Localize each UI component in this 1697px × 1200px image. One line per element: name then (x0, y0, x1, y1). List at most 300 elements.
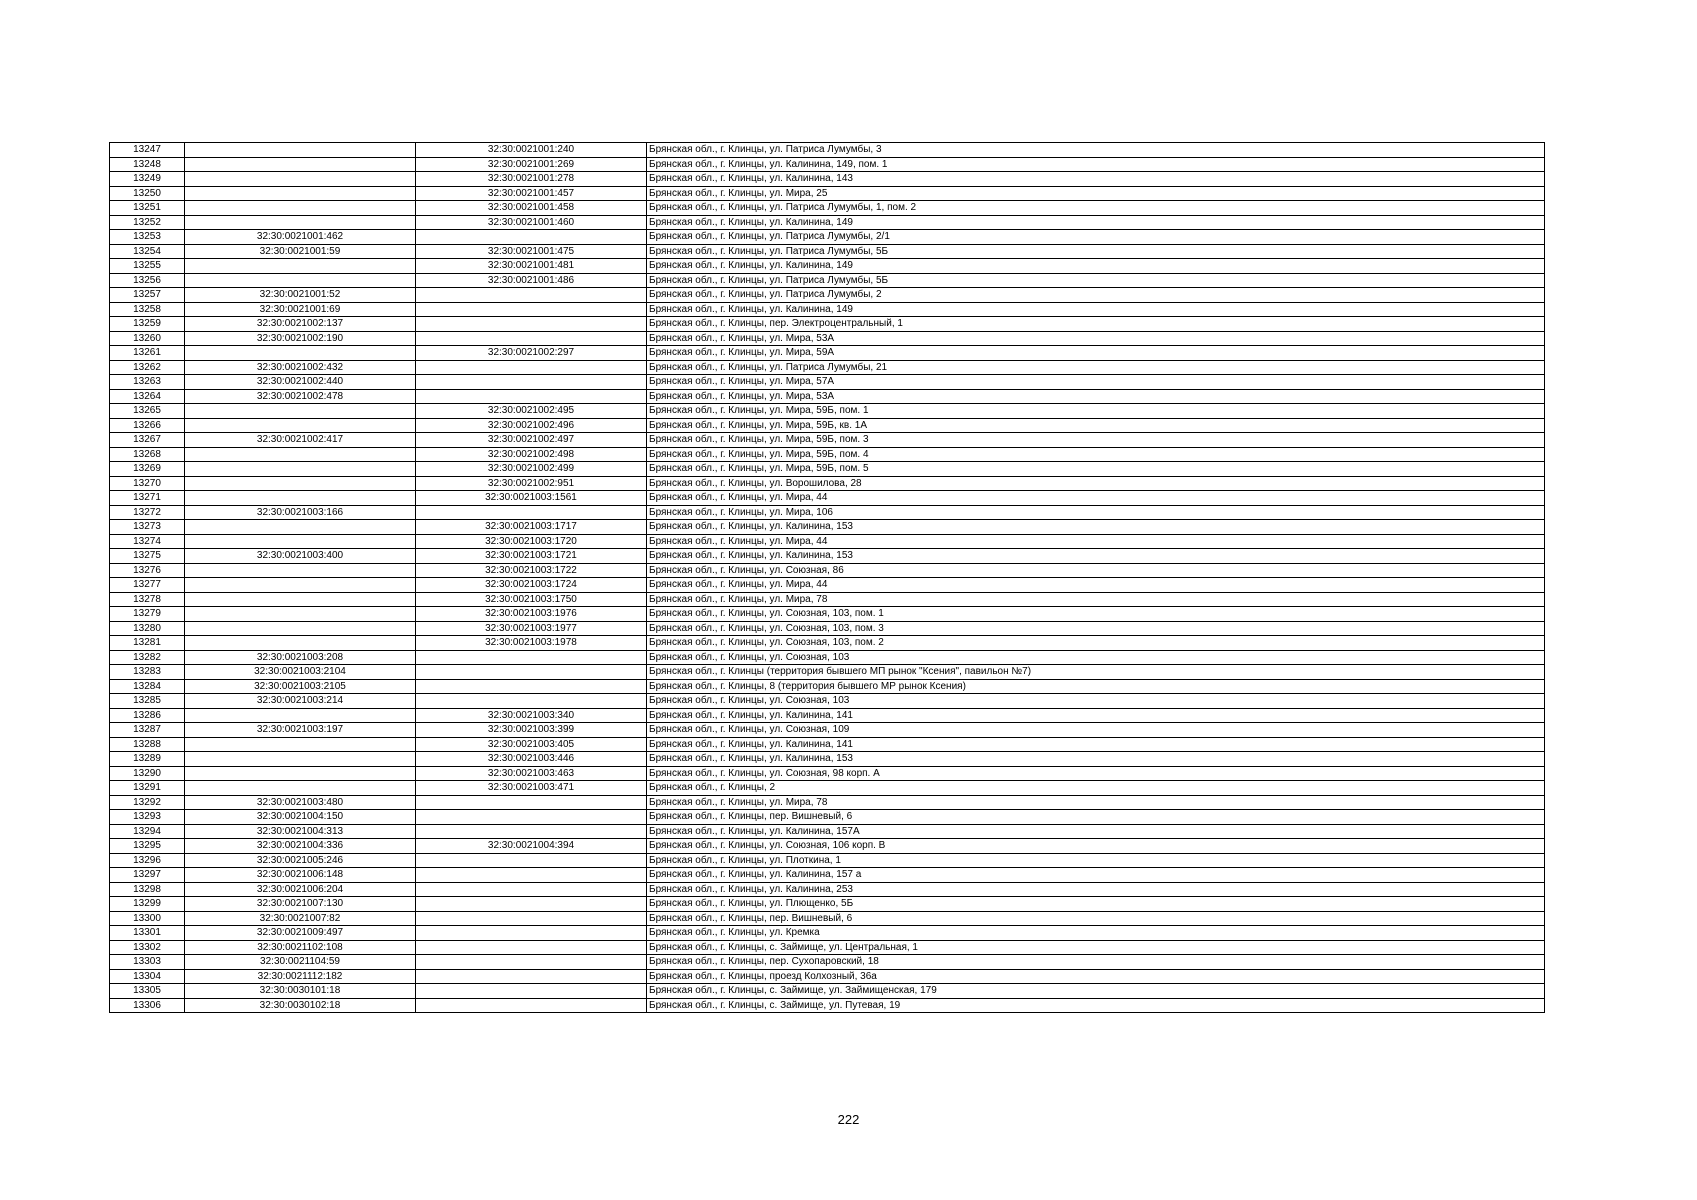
address-cell: Брянская обл., г. Клинцы, ул. Ворошилова, 28 (647, 476, 1545, 491)
row-number-cell: 13288 (110, 737, 185, 752)
table-row (110, 998, 1545, 1013)
table-row (110, 955, 1545, 970)
cadastral-number-cell: 32:30:0021002:440 (185, 375, 416, 390)
address-cell: Брянская обл., г. Клинцы, ул. Мира, 53А (647, 389, 1545, 404)
table-row (110, 476, 1545, 491)
table-row (110, 708, 1545, 723)
table-row (110, 969, 1545, 984)
table-row (110, 302, 1545, 317)
linked-cadastral-number-cell: 32:30:0021003:446 (416, 752, 647, 767)
row-number-cell: 13261 (110, 346, 185, 361)
linked-cadastral-number-cell (416, 694, 647, 709)
cadastral-number-cell: 32:30:0021002:190 (185, 331, 416, 346)
table-row (110, 157, 1545, 172)
table-row (110, 288, 1545, 303)
table-row (110, 911, 1545, 926)
linked-cadastral-number-cell: 32:30:0021002:297 (416, 346, 647, 361)
linked-cadastral-number-cell: 32:30:0021003:1720 (416, 534, 647, 549)
address-cell: Брянская обл., г. Клинцы, ул. Калинина, 157А (647, 824, 1545, 839)
row-number-cell: 13275 (110, 549, 185, 564)
linked-cadastral-number-cell (416, 665, 647, 680)
table-row (110, 882, 1545, 897)
linked-cadastral-number-cell: 32:30:0021002:499 (416, 462, 647, 477)
row-number-cell: 13271 (110, 491, 185, 506)
address-cell: Брянская обл., г. Клинцы, ул. Мира, 106 (647, 505, 1545, 520)
cadastral-number-cell: 32:30:0021007:82 (185, 911, 416, 926)
table-row (110, 984, 1545, 999)
linked-cadastral-number-cell: 32:30:0021003:1722 (416, 563, 647, 578)
row-number-cell: 13253 (110, 230, 185, 245)
table-row (110, 491, 1545, 506)
linked-cadastral-number-cell (416, 230, 647, 245)
cadastral-number-cell: 32:30:0021004:336 (185, 839, 416, 854)
address-cell: Брянская обл., г. Клинцы, ул. Мира, 44 (647, 578, 1545, 593)
cadastral-number-cell (185, 534, 416, 549)
table-row (110, 172, 1545, 187)
linked-cadastral-number-cell (416, 795, 647, 810)
address-cell: Брянская обл., г. Клинцы, ул. Мира, 59А (647, 346, 1545, 361)
address-cell: Брянская обл., г. Клинцы, 8 (территория бывшего МР рынок Ксения) (647, 679, 1545, 694)
cadastral-number-cell: 32:30:0030102:18 (185, 998, 416, 1013)
address-cell: Брянская обл., г. Клинцы, ул. Союзная, 103, пом. 2 (647, 636, 1545, 651)
cadastral-number-cell (185, 520, 416, 535)
linked-cadastral-number-cell (416, 926, 647, 941)
table-row (110, 694, 1545, 709)
address-cell: Брянская обл., г. Клинцы, ул. Калинина, 153 (647, 752, 1545, 767)
row-number-cell: 13276 (110, 563, 185, 578)
row-number-cell: 13269 (110, 462, 185, 477)
table-row (110, 273, 1545, 288)
table-row (110, 215, 1545, 230)
row-number-cell: 13252 (110, 215, 185, 230)
row-number-cell: 13306 (110, 998, 185, 1013)
table-row (110, 360, 1545, 375)
linked-cadastral-number-cell (416, 389, 647, 404)
cadastral-number-cell (185, 737, 416, 752)
cadastral-number-cell: 32:30:0021003:480 (185, 795, 416, 810)
table-row (110, 868, 1545, 883)
cadastral-number-cell: 32:30:0021002:417 (185, 433, 416, 448)
cadastral-number-cell: 32:30:0021009:497 (185, 926, 416, 941)
page-number: 222 (837, 1112, 860, 1127)
cadastral-number-cell (185, 201, 416, 216)
table-row (110, 375, 1545, 390)
cadastral-number-cell: 32:30:0021006:204 (185, 882, 416, 897)
row-number-cell: 13273 (110, 520, 185, 535)
linked-cadastral-number-cell: 32:30:0021003:340 (416, 708, 647, 723)
linked-cadastral-number-cell: 32:30:0021002:498 (416, 447, 647, 462)
cadastral-number-cell (185, 143, 416, 158)
row-number-cell: 13266 (110, 418, 185, 433)
row-number-cell: 13262 (110, 360, 185, 375)
cadastral-number-cell (185, 404, 416, 419)
address-cell: Брянская обл., г. Клинцы, ул. Кремка (647, 926, 1545, 941)
row-number-cell: 13279 (110, 607, 185, 622)
row-number-cell: 13285 (110, 694, 185, 709)
cadastral-number-cell: 32:30:0021002:478 (185, 389, 416, 404)
linked-cadastral-number-cell: 32:30:0021001:458 (416, 201, 647, 216)
row-number-cell: 13289 (110, 752, 185, 767)
table-row (110, 418, 1545, 433)
cadastral-number-cell: 32:30:0021004:313 (185, 824, 416, 839)
cadastral-number-cell (185, 636, 416, 651)
address-cell: Брянская обл., г. Клинцы, ул. Союзная, 103 (647, 650, 1545, 665)
row-number-cell: 13270 (110, 476, 185, 491)
address-cell: Брянская обл., г. Клинцы, ул. Мира, 78 (647, 592, 1545, 607)
address-cell: Брянская обл., г. Клинцы, ул. Плоткина, 1 (647, 853, 1545, 868)
table-row (110, 331, 1545, 346)
table-row (110, 723, 1545, 738)
linked-cadastral-number-cell (416, 868, 647, 883)
row-number-cell: 13296 (110, 853, 185, 868)
linked-cadastral-number-cell (416, 955, 647, 970)
row-number-cell: 13280 (110, 621, 185, 636)
cadastral-number-cell: 32:30:0021001:52 (185, 288, 416, 303)
cadastral-number-cell: 32:30:0021002:432 (185, 360, 416, 375)
table-row (110, 607, 1545, 622)
table-row (110, 447, 1545, 462)
linked-cadastral-number-cell: 32:30:0021001:278 (416, 172, 647, 187)
address-cell: Брянская обл., г. Клинцы, ул. Калинина, 149 (647, 259, 1545, 274)
row-number-cell: 13250 (110, 186, 185, 201)
cadastral-number-cell (185, 752, 416, 767)
address-cell: Брянская обл., г. Клинцы (территория бывшего МП рынок "Ксения", павильон №7) (647, 665, 1545, 680)
table-row (110, 244, 1545, 259)
address-cell: Брянская обл., г. Клинцы, ул. Мира, 44 (647, 491, 1545, 506)
table-row (110, 317, 1545, 332)
address-cell: Брянская обл., г. Клинцы, с. Займище, ул. Займищенская, 179 (647, 984, 1545, 999)
cadastral-number-cell (185, 607, 416, 622)
linked-cadastral-number-cell (416, 897, 647, 912)
linked-cadastral-number-cell (416, 288, 647, 303)
row-number-cell: 13286 (110, 708, 185, 723)
row-number-cell: 13295 (110, 839, 185, 854)
cadastral-number-cell: 32:30:0021003:214 (185, 694, 416, 709)
linked-cadastral-number-cell (416, 331, 647, 346)
address-cell: Брянская обл., г. Клинцы, ул. Союзная, 103, пом. 3 (647, 621, 1545, 636)
cadastral-number-cell: 32:30:0021005:246 (185, 853, 416, 868)
linked-cadastral-number-cell (416, 650, 647, 665)
linked-cadastral-number-cell (416, 998, 647, 1013)
table-row (110, 592, 1545, 607)
linked-cadastral-number-cell (416, 317, 647, 332)
cadastral-number-cell (185, 476, 416, 491)
address-cell: Брянская обл., г. Клинцы, ул. Калинина, 141 (647, 737, 1545, 752)
address-cell: Брянская обл., г. Клинцы, ул. Патриса Лумумбы, 2/1 (647, 230, 1545, 245)
cadastral-number-cell (185, 418, 416, 433)
row-number-cell: 13251 (110, 201, 185, 216)
table-row (110, 897, 1545, 912)
table-row (110, 230, 1545, 245)
address-cell: Брянская обл., г. Клинцы, ул. Калинина, 149 (647, 302, 1545, 317)
linked-cadastral-number-cell: 32:30:0021003:405 (416, 737, 647, 752)
linked-cadastral-number-cell (416, 810, 647, 825)
row-number-cell: 13259 (110, 317, 185, 332)
cadastral-number-cell (185, 592, 416, 607)
address-cell: Брянская обл., г. Клинцы, ул. Калинина, 153 (647, 549, 1545, 564)
linked-cadastral-number-cell: 32:30:0021002:495 (416, 404, 647, 419)
row-number-cell: 13247 (110, 143, 185, 158)
table-row (110, 549, 1545, 564)
row-number-cell: 13305 (110, 984, 185, 999)
address-cell: Брянская обл., г. Клинцы, пер. Вишневый, 6 (647, 810, 1545, 825)
row-number-cell: 13294 (110, 824, 185, 839)
address-cell: Брянская обл., г. Клинцы, ул. Мира, 57А (647, 375, 1545, 390)
linked-cadastral-number-cell: 32:30:0021001:486 (416, 273, 647, 288)
linked-cadastral-number-cell: 32:30:0021001:240 (416, 143, 647, 158)
address-cell: Брянская обл., г. Клинцы, проезд Колхозный, 36а (647, 969, 1545, 984)
linked-cadastral-number-cell: 32:30:0021003:399 (416, 723, 647, 738)
linked-cadastral-number-cell: 32:30:0021001:457 (416, 186, 647, 201)
linked-cadastral-number-cell: 32:30:0021003:471 (416, 781, 647, 796)
cadastral-number-cell (185, 766, 416, 781)
linked-cadastral-number-cell: 32:30:0021002:496 (416, 418, 647, 433)
row-number-cell: 13281 (110, 636, 185, 651)
linked-cadastral-number-cell (416, 940, 647, 955)
table-row (110, 636, 1545, 651)
cadastral-number-cell (185, 563, 416, 578)
address-cell: Брянская обл., г. Клинцы, пер. Сухопаровский, 18 (647, 955, 1545, 970)
address-cell: Брянская обл., г. Клинцы, ул. Патриса Лумумбы, 2 (647, 288, 1545, 303)
cadastral-number-cell (185, 346, 416, 361)
address-cell: Брянская обл., г. Клинцы, пер. Электроцентральный, 1 (647, 317, 1545, 332)
row-number-cell: 13283 (110, 665, 185, 680)
linked-cadastral-number-cell (416, 853, 647, 868)
row-number-cell: 13263 (110, 375, 185, 390)
address-cell: Брянская обл., г. Клинцы, ул. Мира, 59Б, пом. 1 (647, 404, 1545, 419)
address-cell: Брянская обл., г. Клинцы, ул. Калинина, 253 (647, 882, 1545, 897)
linked-cadastral-number-cell (416, 882, 647, 897)
table-row (110, 462, 1545, 477)
linked-cadastral-number-cell (416, 824, 647, 839)
address-cell: Брянская обл., г. Клинцы, ул. Калинина, 149 (647, 215, 1545, 230)
table-row (110, 520, 1545, 535)
address-cell: Брянская обл., г. Клинцы, ул. Мира, 59Б, пом. 3 (647, 433, 1545, 448)
table-row (110, 824, 1545, 839)
row-number-cell: 13257 (110, 288, 185, 303)
row-number-cell: 13274 (110, 534, 185, 549)
address-cell: Брянская обл., г. Клинцы, ул. Калинина, 149, пом. 1 (647, 157, 1545, 172)
table-row (110, 650, 1545, 665)
table-row (110, 665, 1545, 680)
row-number-cell: 13304 (110, 969, 185, 984)
linked-cadastral-number-cell: 32:30:0021002:951 (416, 476, 647, 491)
address-cell: Брянская обл., г. Клинцы, ул. Союзная, 86 (647, 563, 1545, 578)
cadastral-number-cell (185, 259, 416, 274)
address-cell: Брянская обл., г. Клинцы, ул. Мира, 59Б, пом. 5 (647, 462, 1545, 477)
table-row (110, 578, 1545, 593)
linked-cadastral-number-cell (416, 375, 647, 390)
row-number-cell: 13293 (110, 810, 185, 825)
cadastral-number-cell (185, 578, 416, 593)
cadastral-number-cell (185, 186, 416, 201)
address-cell: Брянская обл., г. Клинцы, с. Займище, ул. Центральная, 1 (647, 940, 1545, 955)
linked-cadastral-number-cell (416, 679, 647, 694)
row-number-cell: 13254 (110, 244, 185, 259)
table-row (110, 201, 1545, 216)
table-row (110, 259, 1545, 274)
row-number-cell: 13248 (110, 157, 185, 172)
linked-cadastral-number-cell: 32:30:0021001:475 (416, 244, 647, 259)
linked-cadastral-number-cell: 32:30:0021003:1724 (416, 578, 647, 593)
cadastral-number-cell (185, 621, 416, 636)
cadastral-number-cell: 32:30:0021003:197 (185, 723, 416, 738)
address-cell: Брянская обл., г. Клинцы, ул. Союзная, 109 (647, 723, 1545, 738)
row-number-cell: 13260 (110, 331, 185, 346)
address-cell: Брянская обл., г. Клинцы, ул. Мира, 53А (647, 331, 1545, 346)
cadastral-number-cell: 32:30:0021003:2104 (185, 665, 416, 680)
row-number-cell: 13287 (110, 723, 185, 738)
address-cell: Брянская обл., г. Клинцы, ул. Плющенко, 5Б (647, 897, 1545, 912)
cadastral-number-cell (185, 215, 416, 230)
cadastral-number-cell: 32:30:0021006:148 (185, 868, 416, 883)
cadastral-number-cell (185, 157, 416, 172)
table-row (110, 563, 1545, 578)
address-cell: Брянская обл., г. Клинцы, ул. Союзная, 103 (647, 694, 1545, 709)
address-cell: Брянская обл., г. Клинцы, ул. Патриса Лумумбы, 3 (647, 143, 1545, 158)
linked-cadastral-number-cell (416, 969, 647, 984)
row-number-cell: 13258 (110, 302, 185, 317)
address-cell: Брянская обл., г. Клинцы, ул. Патриса Лумумбы, 1, пом. 2 (647, 201, 1545, 216)
linked-cadastral-number-cell: 32:30:0021003:1561 (416, 491, 647, 506)
row-number-cell: 13302 (110, 940, 185, 955)
table-row (110, 766, 1545, 781)
cadastral-number-cell: 32:30:0021003:166 (185, 505, 416, 520)
table-row (110, 737, 1545, 752)
table-row (110, 940, 1545, 955)
table-row (110, 621, 1545, 636)
cadastral-number-cell (185, 273, 416, 288)
address-cell: Брянская обл., г. Клинцы, ул. Мира, 44 (647, 534, 1545, 549)
linked-cadastral-number-cell: 32:30:0021003:1978 (416, 636, 647, 651)
linked-cadastral-number-cell: 32:30:0021001:460 (416, 215, 647, 230)
address-cell: Брянская обл., г. Клинцы, ул. Союзная, 98 корп. А (647, 766, 1545, 781)
table-row (110, 839, 1545, 854)
address-cell: Брянская обл., г. Клинцы, ул. Патриса Лумумбы, 5Б (647, 244, 1545, 259)
linked-cadastral-number-cell: 32:30:0021002:497 (416, 433, 647, 448)
row-number-cell: 13290 (110, 766, 185, 781)
linked-cadastral-number-cell: 32:30:0021003:1721 (416, 549, 647, 564)
cadastral-number-cell: 32:30:0021007:130 (185, 897, 416, 912)
row-number-cell: 13299 (110, 897, 185, 912)
table-row (110, 534, 1545, 549)
row-number-cell: 13301 (110, 926, 185, 941)
row-number-cell: 13255 (110, 259, 185, 274)
linked-cadastral-number-cell: 32:30:0021003:1976 (416, 607, 647, 622)
address-cell: Брянская обл., г. Клинцы, ул. Патриса Лумумбы, 5Б (647, 273, 1545, 288)
row-number-cell: 13282 (110, 650, 185, 665)
table-row (110, 505, 1545, 520)
row-number-cell: 13277 (110, 578, 185, 593)
address-cell: Брянская обл., г. Клинцы, пер. Вишневый, 6 (647, 911, 1545, 926)
cadastral-number-cell (185, 491, 416, 506)
cadastral-number-cell: 32:30:0030101:18 (185, 984, 416, 999)
address-cell: Брянская обл., г. Клинцы, 2 (647, 781, 1545, 796)
row-number-cell: 13265 (110, 404, 185, 419)
cadastral-number-cell: 32:30:0021003:208 (185, 650, 416, 665)
linked-cadastral-number-cell (416, 302, 647, 317)
cadastral-number-cell: 32:30:0021003:2105 (185, 679, 416, 694)
row-number-cell: 13292 (110, 795, 185, 810)
linked-cadastral-number-cell (416, 505, 647, 520)
linked-cadastral-number-cell (416, 360, 647, 375)
address-cell: Брянская обл., г. Клинцы, ул. Калинина, 141 (647, 708, 1545, 723)
address-cell: Брянская обл., г. Клинцы, ул. Калинина, 153 (647, 520, 1545, 535)
row-number-cell: 13303 (110, 955, 185, 970)
address-cell: Брянская обл., г. Клинцы, ул. Калинина, 143 (647, 172, 1545, 187)
address-cell: Брянская обл., г. Клинцы, ул. Мира, 25 (647, 186, 1545, 201)
registry-table-body (110, 143, 1545, 1013)
table-row (110, 752, 1545, 767)
row-number-cell: 13268 (110, 447, 185, 462)
table-row (110, 795, 1545, 810)
cadastral-number-cell (185, 781, 416, 796)
row-number-cell: 13278 (110, 592, 185, 607)
linked-cadastral-number-cell: 32:30:0021003:1977 (416, 621, 647, 636)
table-row (110, 346, 1545, 361)
row-number-cell: 13267 (110, 433, 185, 448)
table-row (110, 433, 1545, 448)
cadastral-number-cell: 32:30:0021112:182 (185, 969, 416, 984)
cadastral-number-cell (185, 447, 416, 462)
row-number-cell: 13291 (110, 781, 185, 796)
cadastral-number-cell: 32:30:0021104:59 (185, 955, 416, 970)
linked-cadastral-number-cell: 32:30:0021001:269 (416, 157, 647, 172)
linked-cadastral-number-cell: 32:30:0021004:394 (416, 839, 647, 854)
table-row (110, 143, 1545, 158)
row-number-cell: 13272 (110, 505, 185, 520)
linked-cadastral-number-cell: 32:30:0021001:481 (416, 259, 647, 274)
cadastral-number-cell (185, 708, 416, 723)
linked-cadastral-number-cell (416, 984, 647, 999)
row-number-cell: 13249 (110, 172, 185, 187)
table-row (110, 186, 1545, 201)
linked-cadastral-number-cell: 32:30:0021003:1750 (416, 592, 647, 607)
table-row (110, 404, 1545, 419)
table-row (110, 926, 1545, 941)
table-row (110, 679, 1545, 694)
address-cell: Брянская обл., г. Клинцы, ул. Мира, 59Б, пом. 4 (647, 447, 1545, 462)
address-cell: Брянская обл., г. Клинцы, ул. Союзная, 103, пом. 1 (647, 607, 1545, 622)
row-number-cell: 13300 (110, 911, 185, 926)
cadastral-number-cell: 32:30:0021001:462 (185, 230, 416, 245)
linked-cadastral-number-cell: 32:30:0021003:463 (416, 766, 647, 781)
table-row (110, 853, 1545, 868)
table-row (110, 389, 1545, 404)
cadastral-number-cell: 32:30:0021002:137 (185, 317, 416, 332)
table-row (110, 810, 1545, 825)
linked-cadastral-number-cell (416, 911, 647, 926)
linked-cadastral-number-cell: 32:30:0021003:1717 (416, 520, 647, 535)
cadastral-number-cell: 32:30:0021001:69 (185, 302, 416, 317)
cadastral-number-cell (185, 172, 416, 187)
cadastral-number-cell: 32:30:0021102:108 (185, 940, 416, 955)
row-number-cell: 13264 (110, 389, 185, 404)
cadastral-number-cell: 32:30:0021004:150 (185, 810, 416, 825)
address-cell: Брянская обл., г. Клинцы, ул. Калинина, 157 а (647, 868, 1545, 883)
address-cell: Брянская обл., г. Клинцы, с. Займище, ул. Путевая, 19 (647, 998, 1545, 1013)
address-cell: Брянская обл., г. Клинцы, ул. Союзная, 106 корп. В (647, 839, 1545, 854)
row-number-cell: 13284 (110, 679, 185, 694)
cadastral-number-cell: 32:30:0021001:59 (185, 244, 416, 259)
cadastral-number-cell (185, 462, 416, 477)
table-row (110, 781, 1545, 796)
cadastral-number-cell: 32:30:0021003:400 (185, 549, 416, 564)
registry-table (109, 142, 1545, 1013)
address-cell: Брянская обл., г. Клинцы, ул. Патриса Лумумбы, 21 (647, 360, 1545, 375)
address-cell: Брянская обл., г. Клинцы, ул. Мира, 59Б, кв. 1А (647, 418, 1545, 433)
address-cell: Брянская обл., г. Клинцы, ул. Мира, 78 (647, 795, 1545, 810)
